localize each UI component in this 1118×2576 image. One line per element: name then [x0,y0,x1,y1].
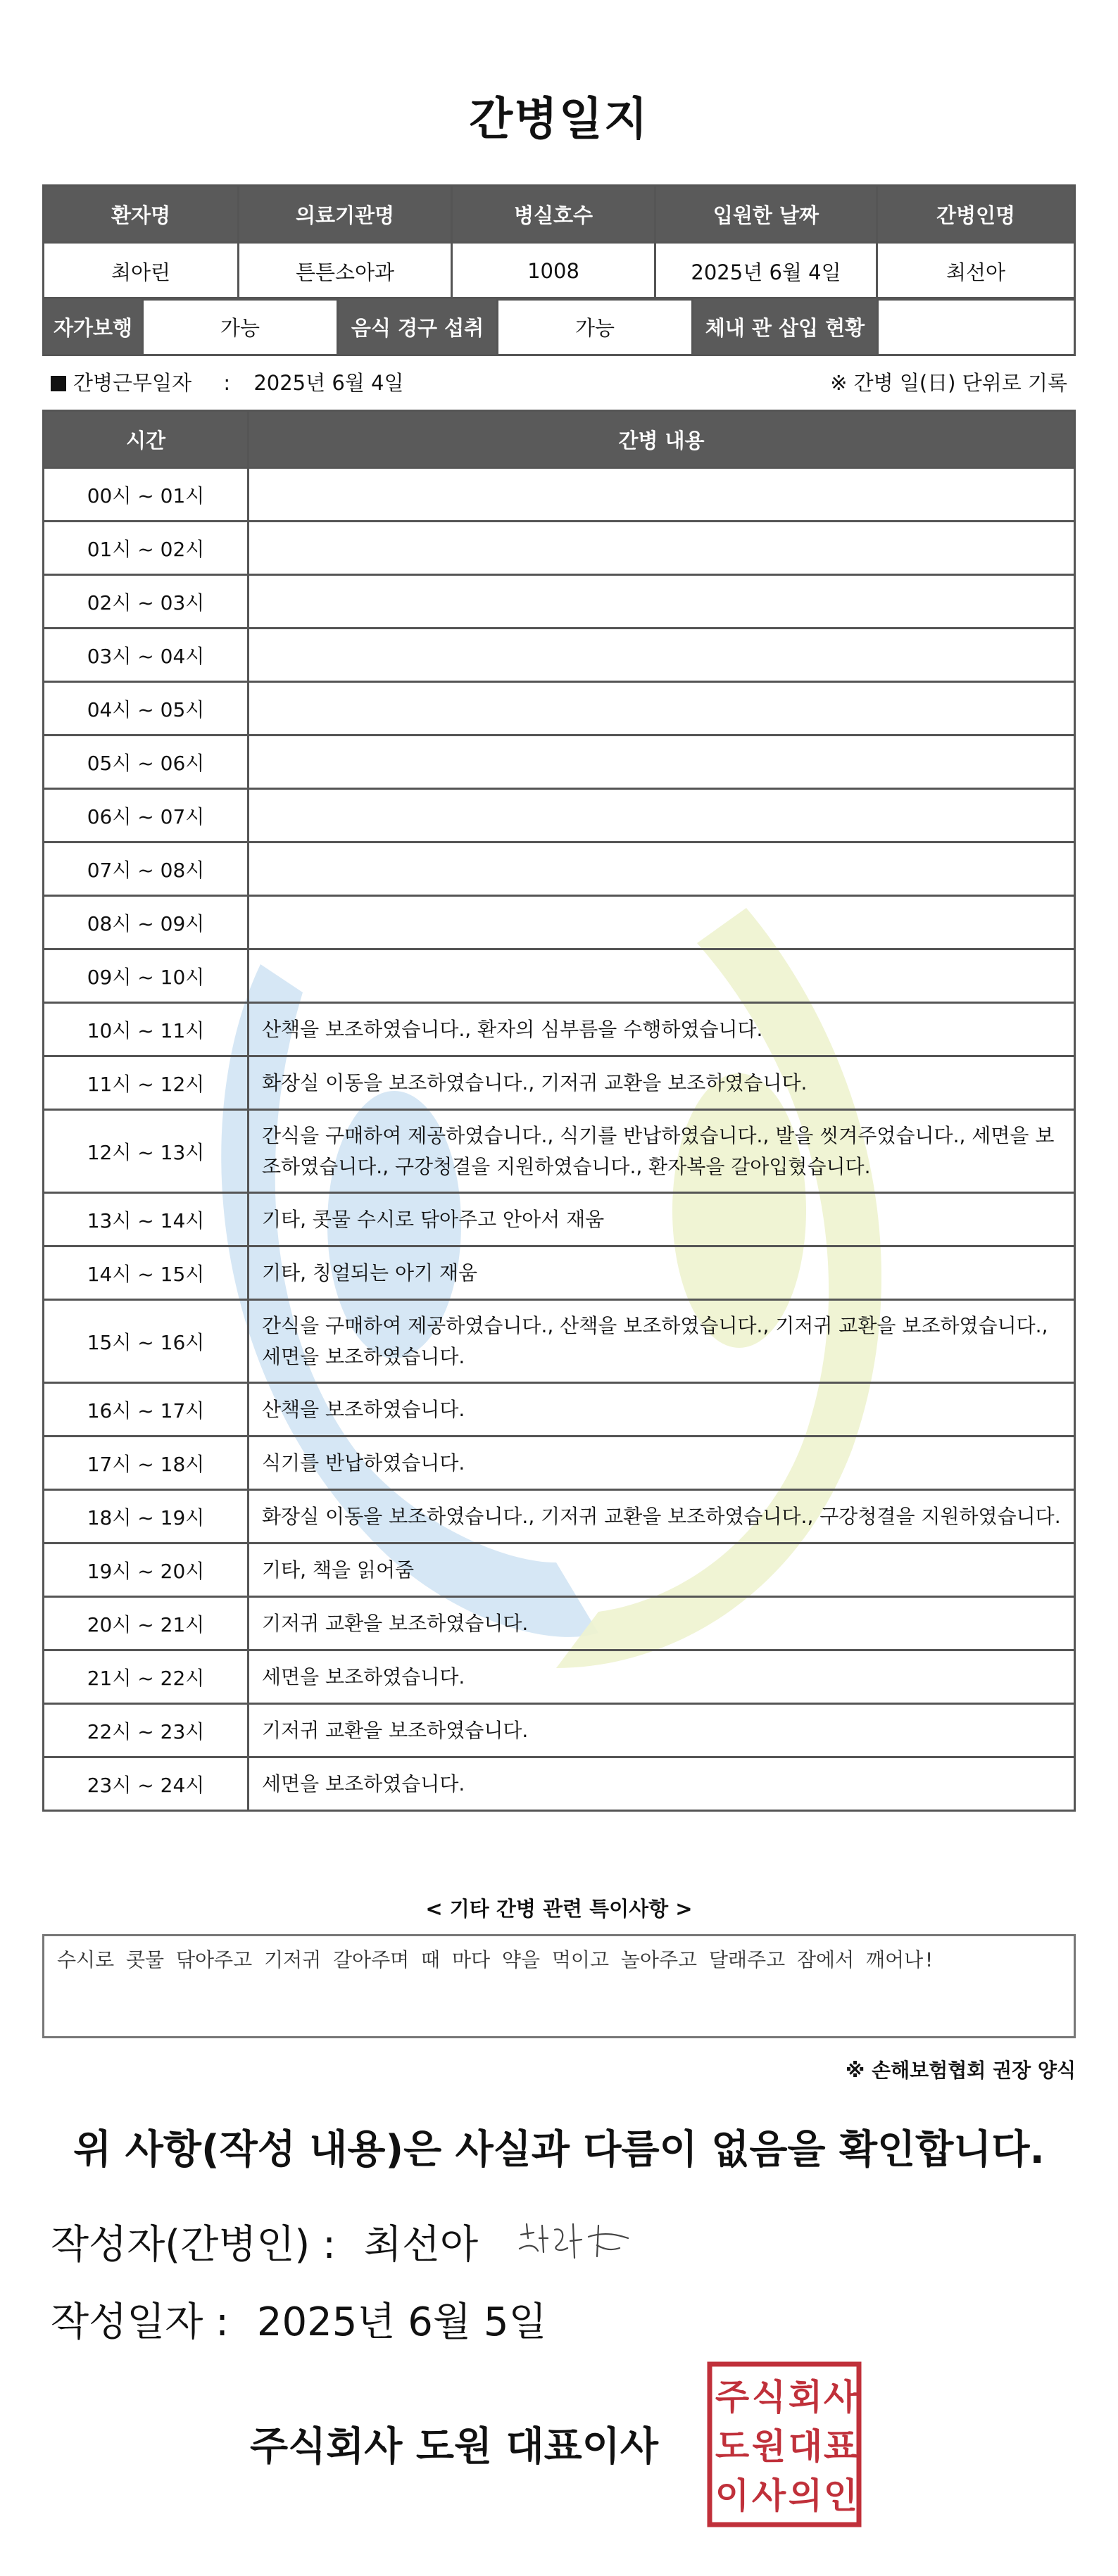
svg-text:사: 사 [823,2377,858,2418]
log-row [44,1056,1075,1110]
work-date-label: 간병근무일자 [73,371,192,395]
writer-name: 최선아 [363,2222,479,2268]
svg-text:도: 도 [715,2426,750,2467]
log-content [249,735,1075,789]
log-row [44,1650,1075,1704]
log-time: 01시 ~ 02시 [44,522,249,575]
header-hospital-name: 의료기관명 [239,186,452,243]
log-content: 화장실 이동을 보조하였습니다., 기저귀 교환을 보조하였습니다., 구강청결을 지원하였습니다. [249,1490,1075,1543]
work-date-separator: : [223,371,231,395]
svg-text:원: 원 [751,2426,786,2467]
log-row [44,1757,1075,1811]
log-content [249,949,1075,1003]
log-row [44,1110,1075,1193]
log-time: 08시 ~ 09시 [44,896,249,949]
log-content [249,789,1075,842]
log-row [44,1597,1075,1650]
log-time: 10시 ~ 11시 [44,1003,249,1056]
confirmation-statement: 위 사항(작성 내용)은 사실과 다름이 없음을 확인합니다. [73,2127,1045,2173]
special-notes-title: < 기타 간병 관련 특이사항 > [425,1897,693,1921]
log-row [44,896,1075,949]
log-row [44,1437,1075,1490]
log-time: 18시 ~ 19시 [44,1490,249,1543]
tube-value [878,298,1075,355]
log-content: 기타, 책을 읽어줌 [249,1543,1075,1597]
log-time: 17시 ~ 18시 [44,1437,249,1490]
special-notes-box: 수시로 콧물 닦아주고 기저귀 갈아주며 때 마다 약을 먹이고 놀아주고 달래주고 잠에서 깨어나! [42,1934,1076,2038]
log-row [44,1003,1075,1056]
written-date-value: 2025년 6월 5일 [256,2299,547,2345]
unit-note: ※ 간병 일(日) 단위로 기록 [830,371,1067,395]
handwritten-signature [514,2217,634,2266]
log-time: 04시 ~ 05시 [44,682,249,735]
header-room-number: 병실호수 [452,186,655,243]
log-time: 00시 ~ 01시 [44,468,249,522]
header-admission-date: 입원한 날짜 [655,186,877,243]
log-time: 22시 ~ 23시 [44,1704,249,1757]
log-content: 산책을 보조하였습니다., 환자의 심부름을 수행하였습니다. [249,1003,1075,1056]
log-content: 기저귀 교환을 보조하였습니다. [249,1597,1075,1650]
log-row [44,468,1075,522]
log-row [44,1383,1075,1437]
log-row [44,629,1075,682]
form-note: ※ 손해보험협회 권장 양식 [846,2059,1076,2082]
log-row [44,682,1075,735]
square-bullet-icon [51,376,66,391]
log-content [249,629,1075,682]
svg-text:이: 이 [715,2475,750,2516]
patient-info-table [42,184,1076,301]
log-row [44,1543,1075,1597]
company-name: 주식회사 도원 대표이사 [250,2424,658,2470]
header-patient-name: 환자명 [44,186,239,243]
page-title: 간병일지 [469,94,649,146]
svg-text:의: 의 [788,2475,823,2516]
svg-text:표: 표 [823,2426,858,2467]
log-time: 09시 ~ 10시 [44,949,249,1003]
status-table [42,297,1076,356]
patient-name-value: 최아린 [44,243,239,300]
log-content: 간식을 구매하여 제공하였습니다., 산책을 보조하였습니다., 기저귀 교환을 보조하였습니다., 세면을 보조하였습니다. [249,1300,1075,1383]
log-time: 02시 ~ 03시 [44,575,249,629]
time-header: 시간 [44,411,249,468]
log-content [249,575,1075,629]
log-time: 16시 ~ 17시 [44,1383,249,1437]
svg-text:회: 회 [788,2377,823,2418]
log-content [249,522,1075,575]
log-row [44,1704,1075,1757]
oral-intake-value: 가능 [498,298,693,355]
written-date-line [51,2291,547,2347]
log-content [249,468,1075,522]
log-content: 산책을 보조하였습니다. [249,1383,1075,1437]
admission-date-value: 2025년 6월 4일 [655,243,877,300]
company-seal-icon [707,2361,862,2527]
log-row [44,1490,1075,1543]
header-caregiver-name: 간병인명 [877,186,1075,243]
log-time: 14시 ~ 15시 [44,1246,249,1300]
log-content: 기타, 칭얼되는 아기 재움 [249,1246,1075,1300]
svg-text:대: 대 [788,2426,823,2467]
log-row [44,789,1075,842]
hospital-name-value: 튼튼소아과 [239,243,452,300]
tube-label: 체내 관 삽입 현황 [693,298,878,355]
writer-label: 작성자(간병인) : [51,2222,336,2268]
log-time: 03시 ~ 04시 [44,629,249,682]
svg-text:사: 사 [751,2475,786,2516]
log-content: 세면을 보조하였습니다. [249,1757,1075,1811]
svg-text:인: 인 [823,2475,858,2516]
self-care-label: 자가보행 [44,298,143,355]
log-content: 간식을 구매하여 제공하였습니다., 식기를 반납하였습니다., 발을 씻겨주었습니다., 세면을 보조하였습니다., 구강청결을 지원하였습니다., 환자복을 갈아입혔습니다. [249,1110,1075,1193]
log-time: 06시 ~ 07시 [44,789,249,842]
log-time: 21시 ~ 22시 [44,1650,249,1704]
log-time: 19시 ~ 20시 [44,1543,249,1597]
log-row [44,735,1075,789]
log-time: 23시 ~ 24시 [44,1757,249,1811]
svg-text:주: 주 [715,2377,750,2418]
log-content: 식기를 반납하였습니다. [249,1437,1075,1490]
written-date-label: 작성일자 : [51,2299,230,2345]
svg-text:식: 식 [751,2377,786,2418]
log-content: 기저귀 교환을 보조하였습니다. [249,1704,1075,1757]
log-content: 세면을 보조하였습니다. [249,1650,1075,1704]
log-row [44,1193,1075,1246]
log-content [249,842,1075,896]
log-time: 13시 ~ 14시 [44,1193,249,1246]
log-content: 화장실 이동을 보조하였습니다., 기저귀 교환을 보조하였습니다. [249,1056,1075,1110]
log-time: 11시 ~ 12시 [44,1056,249,1110]
care-log-table [42,410,1076,1812]
log-content: 기타, 콧물 수시로 닦아주고 안아서 재움 [249,1193,1075,1246]
log-row [44,842,1075,896]
log-content [249,896,1075,949]
log-row [44,1246,1075,1300]
log-row [44,949,1075,1003]
log-time: 20시 ~ 21시 [44,1597,249,1650]
writer-line [51,2214,478,2270]
log-row [44,575,1075,629]
room-number-value: 1008 [452,243,655,300]
work-date-value: 2025년 6월 4일 [253,371,404,395]
log-row [44,1300,1075,1383]
self-care-value: 가능 [143,298,338,355]
oral-intake-label: 음식 경구 섭취 [338,298,498,355]
work-date [51,367,404,396]
log-time: 05시 ~ 06시 [44,735,249,789]
content-header: 간병 내용 [249,411,1075,468]
caregiver-name-value: 최선아 [877,243,1075,300]
log-time: 07시 ~ 08시 [44,842,249,896]
log-content [249,682,1075,735]
log-time: 12시 ~ 13시 [44,1110,249,1193]
log-time: 15시 ~ 16시 [44,1300,249,1383]
log-row [44,522,1075,575]
